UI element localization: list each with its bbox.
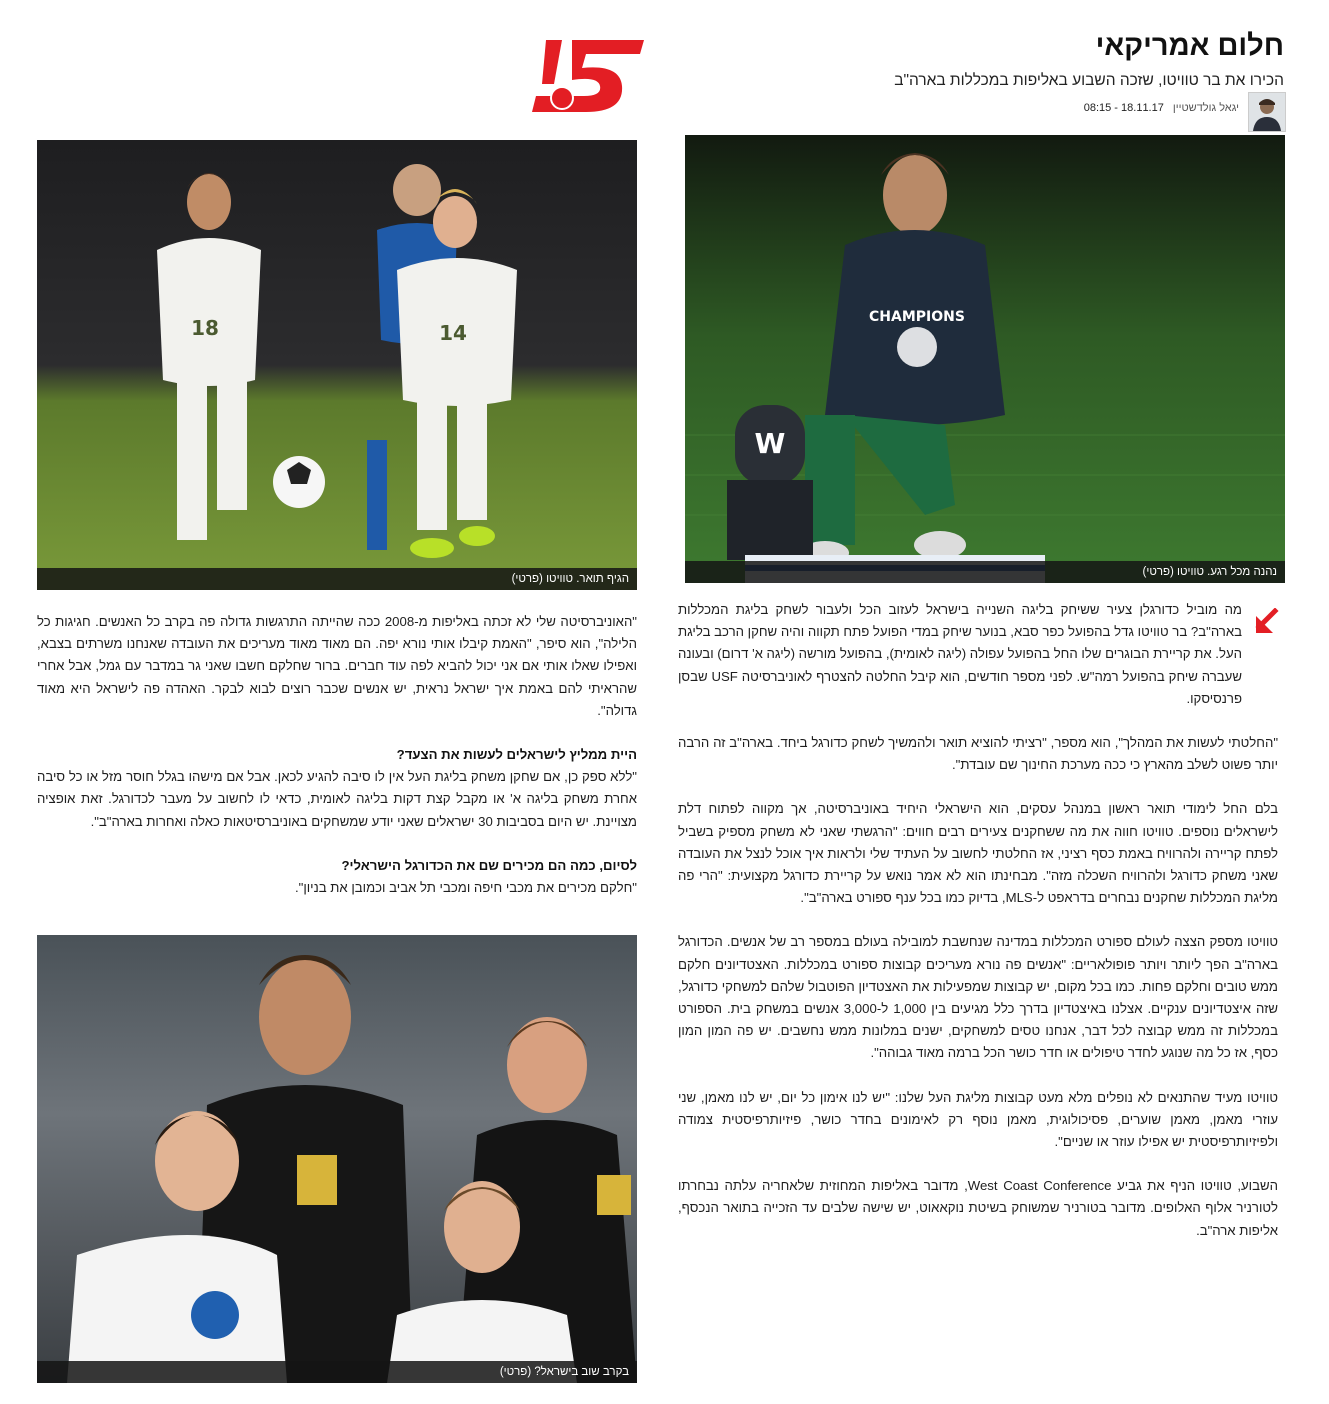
body-paragraph: בלם החל לימודי תואר ראשון במנהל עסקים, הוא הישראלי היחיד באוניברסיטה, אך מקווה לפתוח דלת לישראלים נוספים. טוויטו חווה את מה ששחקנים צעירים רבים חווים: "הרגשתי שאני לא משחק מספיק בשביל לפתח קריירה ולהרוויח באמת כסף רציני, אז החלטתי לחשוב על העתיד שלי ולראות איך אוכל לנצל את העובדה שאני משחק כדורגל ולהרוויח השכלה מזה". מבחינתו הוא לא אמר נואש על קריירת כדורגל מקצועית: "הרי פה מליגת המכללות שחקנים נבחרים בדראפט ל-MLS, בדיוק כמו בכל ענף ספורט בארה"ב". xyxy=(678,801,1278,906)
photo-match-action xyxy=(37,140,637,590)
article-body-left xyxy=(37,611,637,921)
interview-question: לסיום, כמה הם מכירים שם את הכדורגל הישראלי? xyxy=(341,857,637,873)
svg-text:CHAMPIONS: CHAMPIONS xyxy=(869,309,965,325)
interview-answer: "ללא ספק כן, אם שחקן משחק בליגת העל אין לו סיבה להגיע לכאן. אבל אם מישהו בגלל חוסר מזל או כל סיבה אחרת משחק בליגה א' או מקבל קצת דקות בליגה לאומית, כדאי לו לחשוב על מעבר לכדורגל. זאת אופציה מצויינת. יש היום בסביבות 30 ישראלים שאני יודע שמשחקים באוניברסיטאות כאלה ואחרות בארה"ב". xyxy=(37,769,637,829)
byline xyxy=(739,100,1239,116)
photo-players-with-kids xyxy=(37,935,637,1383)
body-paragraph: טוויטו מספק הצצה לעולם ספורט המכללות במדינה שנחשבת למובילה בעולם במספר רב של אנשים. הכדורגל בארה"ב הפך ליותר ויותר פופולאריים: "אנשים פה נורא מעריכים קבוצות ספורט במכללות. האצטדיונים חלקם ממש טובים וחלקם פחות. כמו בכל מקום, יש קבוצות שמפעילות את האצטדיון הפוטבול שלהם למשחקי כדורגל, שזה איצטדיונים ענקיים. אצלנו באיצטדיון בדרך כלל מגיעים בין 1,000 ל-3,000 אנשים במשחק בית. הספורט במכללות זה ממש קבוצה לכל דבר, אנחנו טסים למשחקים, ישנים במלונות ממש נחשבים. יש פה המון המון כסף, אז כל מה שנוגע לחדר טיפולים או חדר כושר הכל ברמה מאוד גבוהה". xyxy=(678,934,1279,1061)
interview-answer: "חלקם מכירים את מכבי חיפה ומכבי תל אביב וכמובן את בניון". xyxy=(294,880,637,896)
article-subtitle: הכירו את בר טוויטו, שזכה השבוע באליפות במכללות בארה"ב xyxy=(894,72,1284,89)
lead-paragraph: מה מוביל כדורגלן צעיר ששיחק בליגה השנייה בישראל לעזוב הכל ולעבור לשחק בליגת המכללות בארה"ב? בר טוויטו גדל בהפועל כפר סבא, בנוער שיחק במדי הפועל פתח תקווה והיה שחקן הרכב בליגת העל. את קריירת הבוגרים שלו החל בהפועל עפולה (ליגה לאומית), בהפועל מורשה (ליגה א' דרום) ובעונה שעברה שיחק בהפועל רמה"ש. לפני מספר חודשים, הוא קיבל החלטה להצטרף לאוניברסיטה USF שבסן פרנסיסקו. xyxy=(677,602,1242,706)
publish-date: 18.11.17 - 08:15 xyxy=(1083,102,1164,114)
article-headline: חלום אמריקאי xyxy=(1095,30,1284,62)
interview-question: היית ממליץ לישראלים לעשות את הצעד? xyxy=(396,747,637,763)
photo-caption: בקרב שוב בישראל? (פרטי) xyxy=(37,1361,637,1383)
svg-text:W: W xyxy=(754,427,786,460)
author-name[interactable]: יגאל גולדשטיין xyxy=(1172,102,1239,114)
body-paragraph: "האוניברסיטה שלי לא זכתה באליפות מ-2008 ככה שהייתה התרגשות גדולה פה בקרב כל האנשים. חגיגות כל הלילה", הוא סיפר, "האמת קיבלו אותי נורא יפה. הם מאוד מאוד מעריכים את העובדה שאנחנו משרתים בצבא, ואפילו שאלו אותי אם אני יכול להביא לפה עוד חברים. ברור שחלקם חשבו שאני גר במדבר עם גמל, אבל אחרי שהראיתי להם באמת איך ישראל נראית, יש אנשים שכבר רוצים לבוא לבקר. האהדה פה לישראל היא מאוד גדולה". xyxy=(37,614,637,718)
author-avatar[interactable] xyxy=(1248,92,1286,132)
photo-player-trophy xyxy=(685,135,1285,583)
svg-text:18: 18 xyxy=(191,316,219,340)
body-paragraph: טוויטו מעיד שהתנאים לא נופלים מלא מעט קבוצות מליגת העל שלנו: "יש לנו אימון כל יום, יש לנו מאמן, שני עוזרי מאמן, מאמן שוערים, פסיכולוגית, מאמן נוסף רק לאימונים בחדר כושר, פיזיותרפיסטית צמודה ולפיזיותרפיסטית יש אפילו עוזר או שניים". xyxy=(678,1089,1278,1150)
svg-text:14: 14 xyxy=(439,321,467,345)
photo-caption: הגיף תואר. טוויטו (פרטי) xyxy=(37,568,637,590)
body-paragraph: "החלטתי לעשות את המהלך", הוא מספר, "רציתי להוציא תואר ולהמשיך לשחק כדורגל ביחד. בארה"ב זה הרבה יותר פשוט לשלב מהארץ כי ככה מערכת החינוך שם עובדת". xyxy=(678,735,1278,773)
body-paragraph: השבוע, טוויטו הניף את גביע West Coast Conference, מדובר באליפות המחוזית שלאחריה עלתה נבחרתו לטורניר אלוף האלופים. מדובר בטורניר שמשוחק בשיטת נוקאאוט, יש שישה שלבים עד הזכייה בתואר הנכסף, אליפות ארה"ב. xyxy=(678,1178,1278,1238)
photo-caption: נהנה מכל רגע. טוויטו (פרטי) xyxy=(685,561,1285,583)
article-body-right xyxy=(678,599,1278,1264)
channel-5-logo[interactable] xyxy=(528,34,646,114)
